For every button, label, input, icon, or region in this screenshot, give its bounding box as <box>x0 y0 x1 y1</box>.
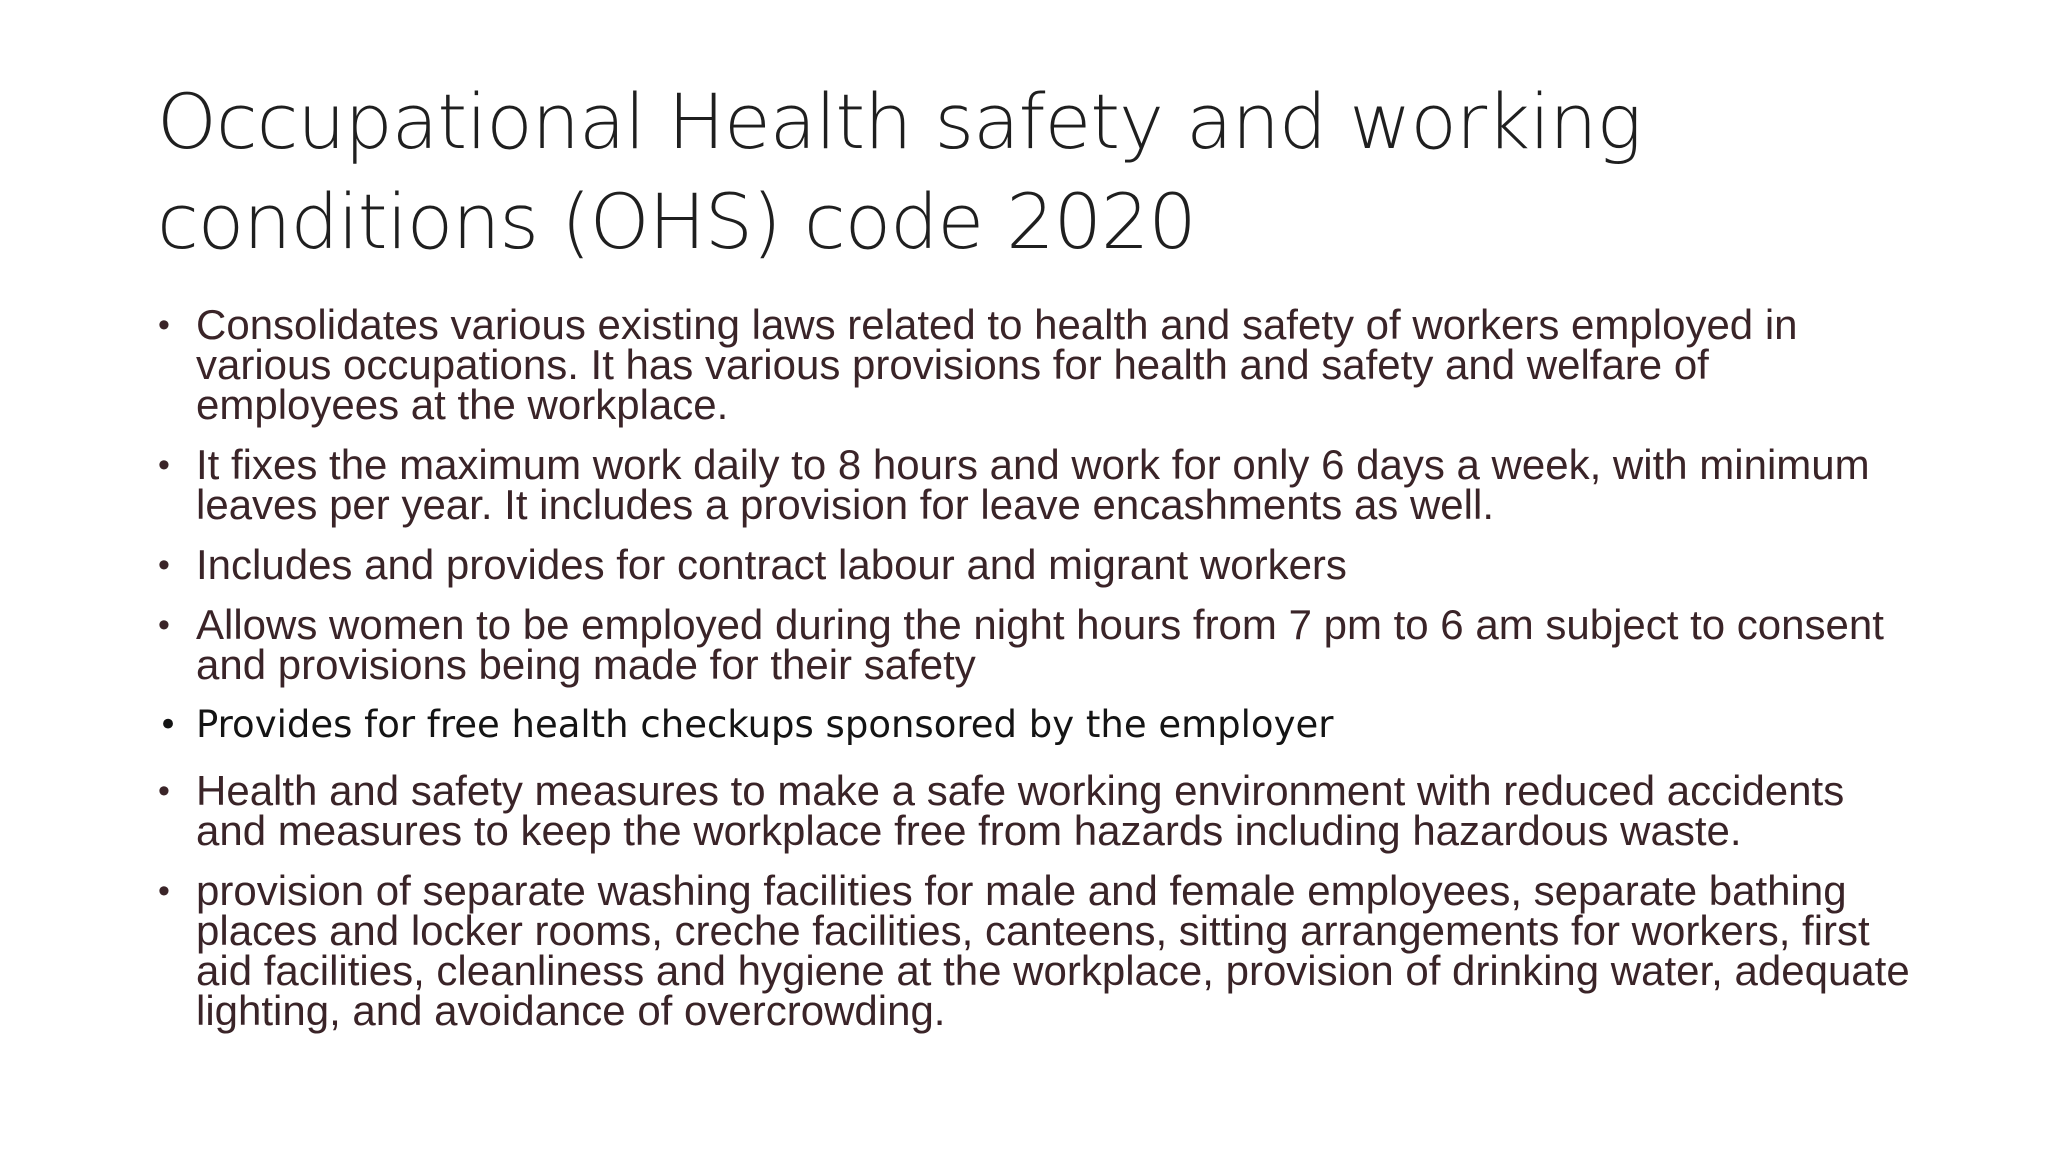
bullet-marker: • <box>158 772 170 810</box>
bullet-marker: • <box>158 872 170 910</box>
bullet-item <box>150 301 1910 428</box>
bullet-list <box>150 301 1910 1051</box>
bullet-text: Allows women to be employed during the night hours from 7 pm to 6 am subject to consent and provisions being made for their safety <box>196 601 1884 688</box>
bullet-text: Provides for free health checkups sponsored by the employer <box>196 703 1334 746</box>
bullet-text: Consolidates various existing laws related to health and safety of workers employed in various occupations. It has various provisions for health and safety and welfare of employees at the workplace. <box>196 301 1798 428</box>
bullet-item <box>150 767 1910 854</box>
bullet-marker: • <box>158 606 170 644</box>
bullet-marker: • <box>158 546 170 584</box>
bullet-item <box>150 441 1910 528</box>
bullet-item <box>150 867 1910 1034</box>
bullet-marker: • <box>158 446 170 484</box>
bullet-item <box>150 705 1910 745</box>
slide-title: Occupational Health safety and working conditions (OHS) code 2020 <box>157 77 1642 266</box>
bullet-marker: • <box>158 705 179 745</box>
bullet-marker: • <box>158 306 170 344</box>
bullet-text: It fixes the maximum work daily to 8 hours and work for only 6 days a week, with minimum leaves per year. It includes a provision for leave encashments as well. <box>196 441 1870 528</box>
bullet-text: Includes and provides for contract labour and migrant workers <box>196 541 1347 588</box>
bullet-item <box>150 541 1910 588</box>
bullet-item <box>150 601 1910 688</box>
bullet-text: Health and safety measures to make a safe working environment with reduced accidents and measures to keep the workplace free from hazards including hazardous waste. <box>196 767 1845 854</box>
bullet-text: provision of separate washing facilities for male and female employees, separate bathing places and locker rooms, creche facilities, canteens, sitting arrangements for workers, first aid facilities, cleanliness and hygiene at the workplace, provision of drinking water, adequate lighting, and avoidance of overcrowding. <box>196 867 1910 1034</box>
